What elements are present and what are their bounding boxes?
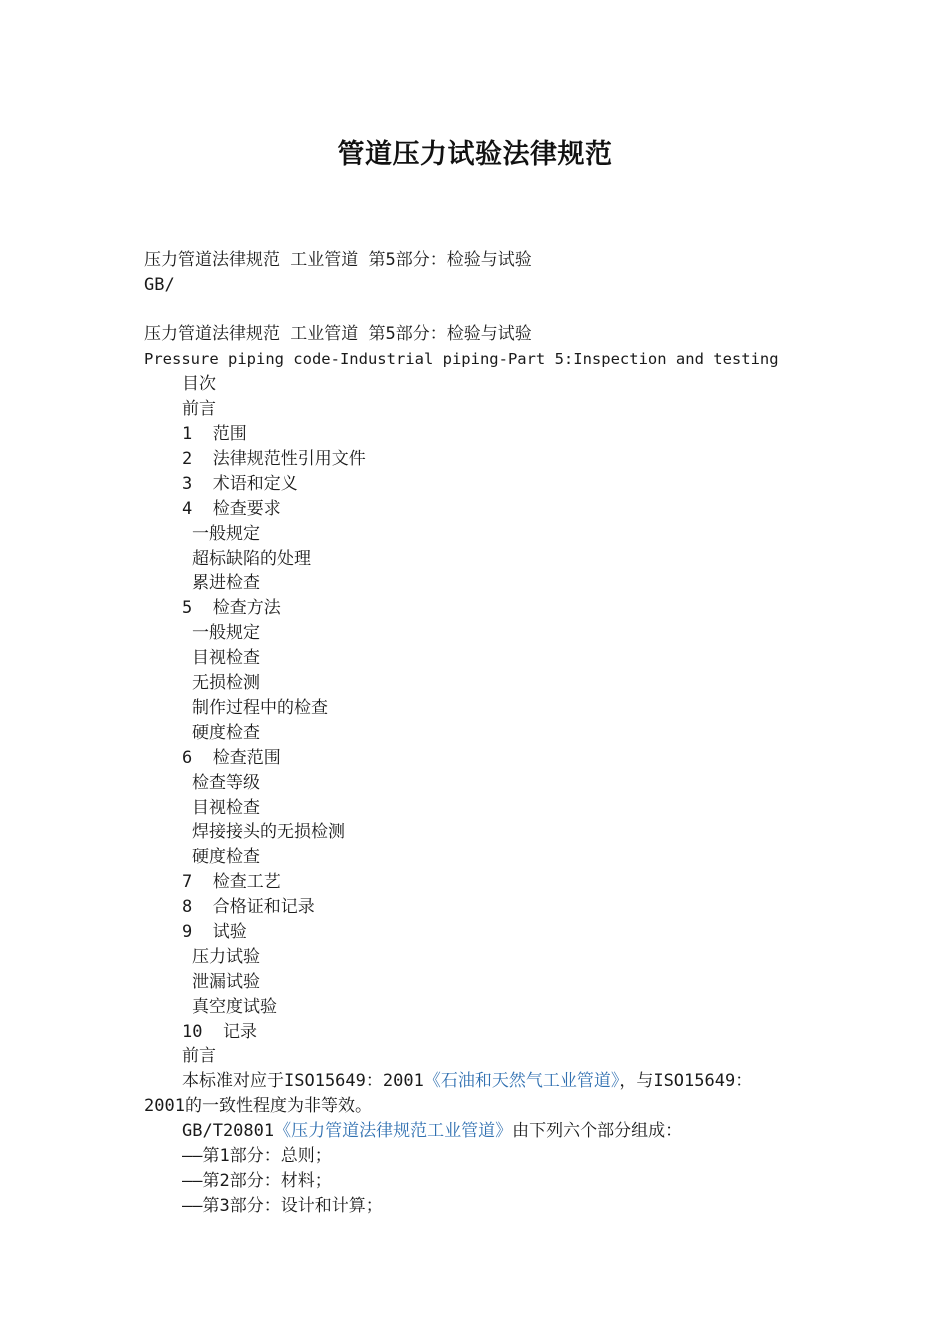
toc-subsection: 一般规定 xyxy=(192,523,260,544)
toc-subsection: 硬度检查 xyxy=(192,722,260,743)
document-title: 管道压力试验法律规范 xyxy=(337,139,613,170)
toc-subsection: 真空度试验 xyxy=(192,996,277,1017)
toc-section: 4 检查要求 xyxy=(182,498,281,519)
header-line-2: GB/ xyxy=(144,275,175,295)
toc-section: 5 检查方法 xyxy=(182,598,281,619)
toc-subsection: 泄漏试验 xyxy=(192,971,260,992)
standard-link-gbt[interactable]: 《压力管道法律规范工业管道》 xyxy=(274,1121,513,1141)
toc-section: 6 检查范围 xyxy=(182,747,281,768)
toc-subsection: 超标缺陷的处理 xyxy=(192,548,311,569)
toc-subsection: 硬度检查 xyxy=(192,847,260,868)
english-title: Pressure piping code-Industrial piping-Part 5:Inspection and testing xyxy=(144,350,779,368)
toc-section: 7 检查工艺 xyxy=(182,872,281,893)
toc-section: 9 试验 xyxy=(182,922,247,942)
preface-heading: 前言 xyxy=(182,1046,216,1066)
part-2-item: ——第2部分：材料； xyxy=(182,1171,332,1191)
paragraph-2-text-b: 由下列六个部分组成： xyxy=(512,1121,683,1141)
toc-section: 10 记录 xyxy=(182,1021,257,1042)
toc-subsection: 目视检查 xyxy=(192,797,260,818)
toc-subsection: 累进检查 xyxy=(192,573,260,594)
part-3-item: ——第3部分：设计和计算； xyxy=(182,1196,383,1216)
toc-subsection: 目视检查 xyxy=(192,648,260,669)
toc-section: 2 法律规范性引用文件 xyxy=(182,448,366,469)
paragraph-1-continued: 2001的一致性程度为非等效。 xyxy=(144,1096,372,1116)
toc-subsection: 无损检测 xyxy=(192,673,260,693)
paragraph-2 xyxy=(182,1119,682,1144)
paragraph-1 xyxy=(182,1069,752,1094)
paragraph-1-text-b: ，与ISO15649： xyxy=(619,1071,753,1091)
toc-subsection: 制作过程中的检查 xyxy=(192,697,328,718)
header-line-3: 压力管道法律规范 工业管道 第5部分：检验与试验 xyxy=(144,324,532,344)
toc-section: 3 术语和定义 xyxy=(182,473,298,494)
toc-preface: 前言 xyxy=(182,399,216,419)
toc-subsection: 一般规定 xyxy=(192,623,260,644)
toc-subsection: 压力试验 xyxy=(192,946,260,967)
toc-subsection: 焊接接头的无损检测 xyxy=(192,822,345,843)
paragraph-2-text-a: GB/T20801 xyxy=(182,1121,275,1141)
toc-section: 8 合格证和记录 xyxy=(182,897,315,918)
paragraph-1-text-a: 本标准对应于ISO15649：2001 xyxy=(182,1071,424,1091)
toc-section: 1 范围 xyxy=(182,424,247,444)
standard-link-iso[interactable]: 《石油和天然气工业管道》 xyxy=(423,1071,620,1091)
part-1-item: ——第1部分：总则； xyxy=(182,1146,332,1166)
header-line-1: 压力管道法律规范 工业管道 第5部分：检验与试验 xyxy=(144,250,532,270)
toc-heading: 目次 xyxy=(182,374,216,394)
toc-subsection: 检查等级 xyxy=(192,772,260,793)
